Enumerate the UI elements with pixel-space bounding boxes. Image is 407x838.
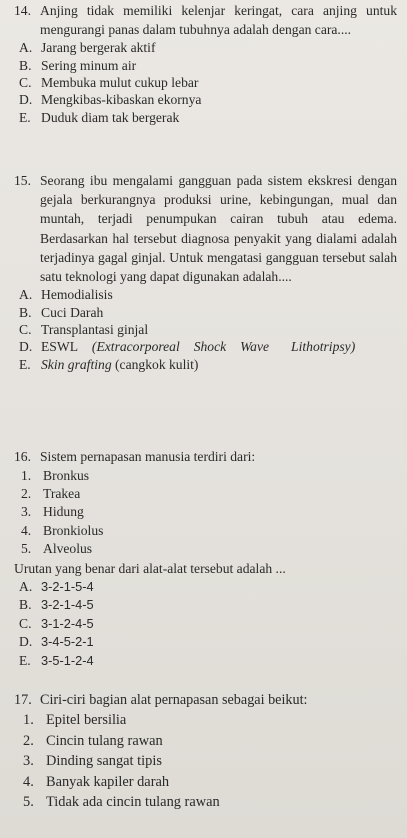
option-a[interactable] [19, 286, 397, 303]
option-text: Duduk diam tak bergerak [41, 109, 180, 125]
option-b[interactable] [19, 304, 397, 321]
option-c[interactable] [19, 321, 397, 338]
item-text: Cincin tulang rawan [46, 732, 163, 749]
option-e[interactable] [19, 356, 397, 373]
item-number: 1. [23, 712, 34, 728]
option-b[interactable] [19, 57, 397, 74]
option-mark: B. [19, 304, 32, 320]
option-text-italic: Shock [193, 339, 227, 355]
question-text: Seorang ibu mengalami gangguan pada sistem ekskresi dengan gejala berkurangnya produksi urine, kebingungan, mual dan muntah, terjadi penumpukan cairan tubuh atau edema. Berdasarkan hal tersebut diagnosa penyakit yang dialami adalah terjadinya gagal ginjal. Untuk mengatasi gangguan tersebut salah satu teknologi yang dapat digunakan adalah.... [40, 173, 397, 285]
item-number: 5. [21, 541, 32, 557]
option-e[interactable] [19, 652, 397, 671]
option-mark: C. [19, 615, 32, 631]
question-header [14, 171, 397, 286]
item-text: Tidak ada cincin tulang rawan [46, 794, 220, 811]
option-text: Sering minum air [41, 57, 137, 73]
option-mark: D. [19, 339, 33, 355]
option-mark: B. [19, 597, 32, 613]
option-text: Cuci Darah [41, 304, 104, 320]
list-item [21, 540, 397, 558]
item-text: Banyak kapiler darah [46, 773, 170, 790]
option-mark: E. [19, 356, 31, 372]
question-header [14, 2, 397, 39]
list-item [21, 485, 397, 503]
answer-options [14, 39, 397, 126]
item-number: 2. [21, 486, 32, 501]
option-text: Jarang bergerak aktif [41, 40, 156, 56]
option-text-italic: Lithotripsy) [291, 339, 356, 355]
list-item [23, 751, 397, 772]
part-list [14, 710, 397, 813]
option-mark: D. [19, 634, 33, 650]
option-b[interactable] [19, 596, 397, 615]
option-text: 3-1-2-4-5 [41, 615, 94, 631]
option-mark: A. [19, 287, 33, 303]
list-item [23, 772, 397, 793]
answer-options [14, 286, 397, 373]
option-text: 3-2-1-4-5 [41, 597, 94, 613]
option-text [41, 356, 397, 373]
list-item [23, 710, 397, 731]
question-number: 15. [14, 173, 31, 188]
item-number: 4. [23, 773, 34, 790]
option-text: 3-4-5-2-1 [41, 634, 94, 650]
list-item [23, 731, 397, 752]
question-text: Anjing tidak memiliki kelenjar keringat, cara anjing untuk mengurangi panas dalam tubuhnya adalah dengan cara.... [40, 3, 397, 37]
item-text: Bronkiolus [43, 522, 104, 538]
option-c[interactable] [19, 615, 397, 634]
question-text: Ciri-ciri bagian alat pernapasan sebagai beikut: [40, 692, 308, 708]
option-mark: A. [19, 40, 33, 56]
question-number: 14. [14, 3, 31, 18]
option-indent [269, 338, 291, 355]
question-text: Sistem pernapasan manusia terdiri dari: [40, 449, 256, 464]
option-mark: A. [19, 578, 33, 594]
option-text-italic: (Extracorporeal [91, 339, 180, 355]
item-number: 3. [21, 504, 32, 520]
option-a[interactable] [19, 578, 397, 597]
answer-options [14, 578, 397, 671]
item-number: 3. [23, 753, 34, 770]
option-mark: B. [19, 57, 32, 73]
question-16 [14, 448, 397, 671]
part-list [14, 467, 397, 559]
question-14 [14, 2, 397, 126]
option-text: 3-2-1-5-4 [41, 578, 94, 594]
item-number: 5. [23, 794, 34, 811]
question-17 [14, 690, 397, 813]
item-number: 1. [21, 467, 32, 483]
option-d[interactable] [19, 338, 397, 355]
list-item [21, 467, 397, 485]
option-mark: E. [19, 653, 31, 668]
option-mark: D. [19, 92, 33, 108]
option-text-plain: ESWL [41, 339, 78, 355]
option-c[interactable] [19, 74, 397, 91]
item-number: 2. [23, 732, 34, 749]
option-mark: E. [19, 109, 31, 125]
list-item [21, 522, 397, 540]
item-text: Trakea [43, 486, 81, 501]
question-15 [14, 171, 397, 373]
list-item [23, 792, 397, 813]
question-header [14, 448, 397, 467]
question-number: 17. [14, 692, 32, 708]
option-text [41, 338, 269, 355]
question-prompt: Urutan yang benar dari alat-alat tersebut adalah ... [14, 560, 286, 576]
option-text-italic: Skin grafting [41, 356, 112, 372]
option-text: Transplantasi ginjal [41, 322, 149, 338]
option-text-italic: Wave [240, 339, 270, 355]
option-d[interactable] [19, 633, 397, 652]
option-mark: C. [19, 322, 32, 338]
question-header [14, 690, 397, 710]
option-text: Hemodialisis [41, 287, 113, 303]
item-text: Hidung [43, 504, 84, 520]
item-text: Dinding sangat tipis [46, 753, 162, 770]
question-number: 16. [14, 449, 31, 464]
list-item [21, 503, 397, 521]
option-a[interactable] [19, 39, 397, 56]
option-text: Mengkibas-kibaskan ekornya [41, 92, 202, 108]
option-d[interactable] [19, 91, 397, 108]
item-text: Bronkus [43, 467, 90, 483]
item-text: Epitel bersilia [46, 712, 127, 728]
item-number: 4. [21, 522, 32, 538]
option-mark: C. [19, 75, 32, 90]
option-text: 3-5-1-2-4 [41, 653, 94, 668]
item-text: Alveolus [43, 541, 93, 557]
option-text: Membuka mulut cukup lebar [41, 75, 199, 90]
option-e[interactable] [19, 109, 397, 126]
option-text-plain: (cangkok kulit) [115, 356, 199, 372]
